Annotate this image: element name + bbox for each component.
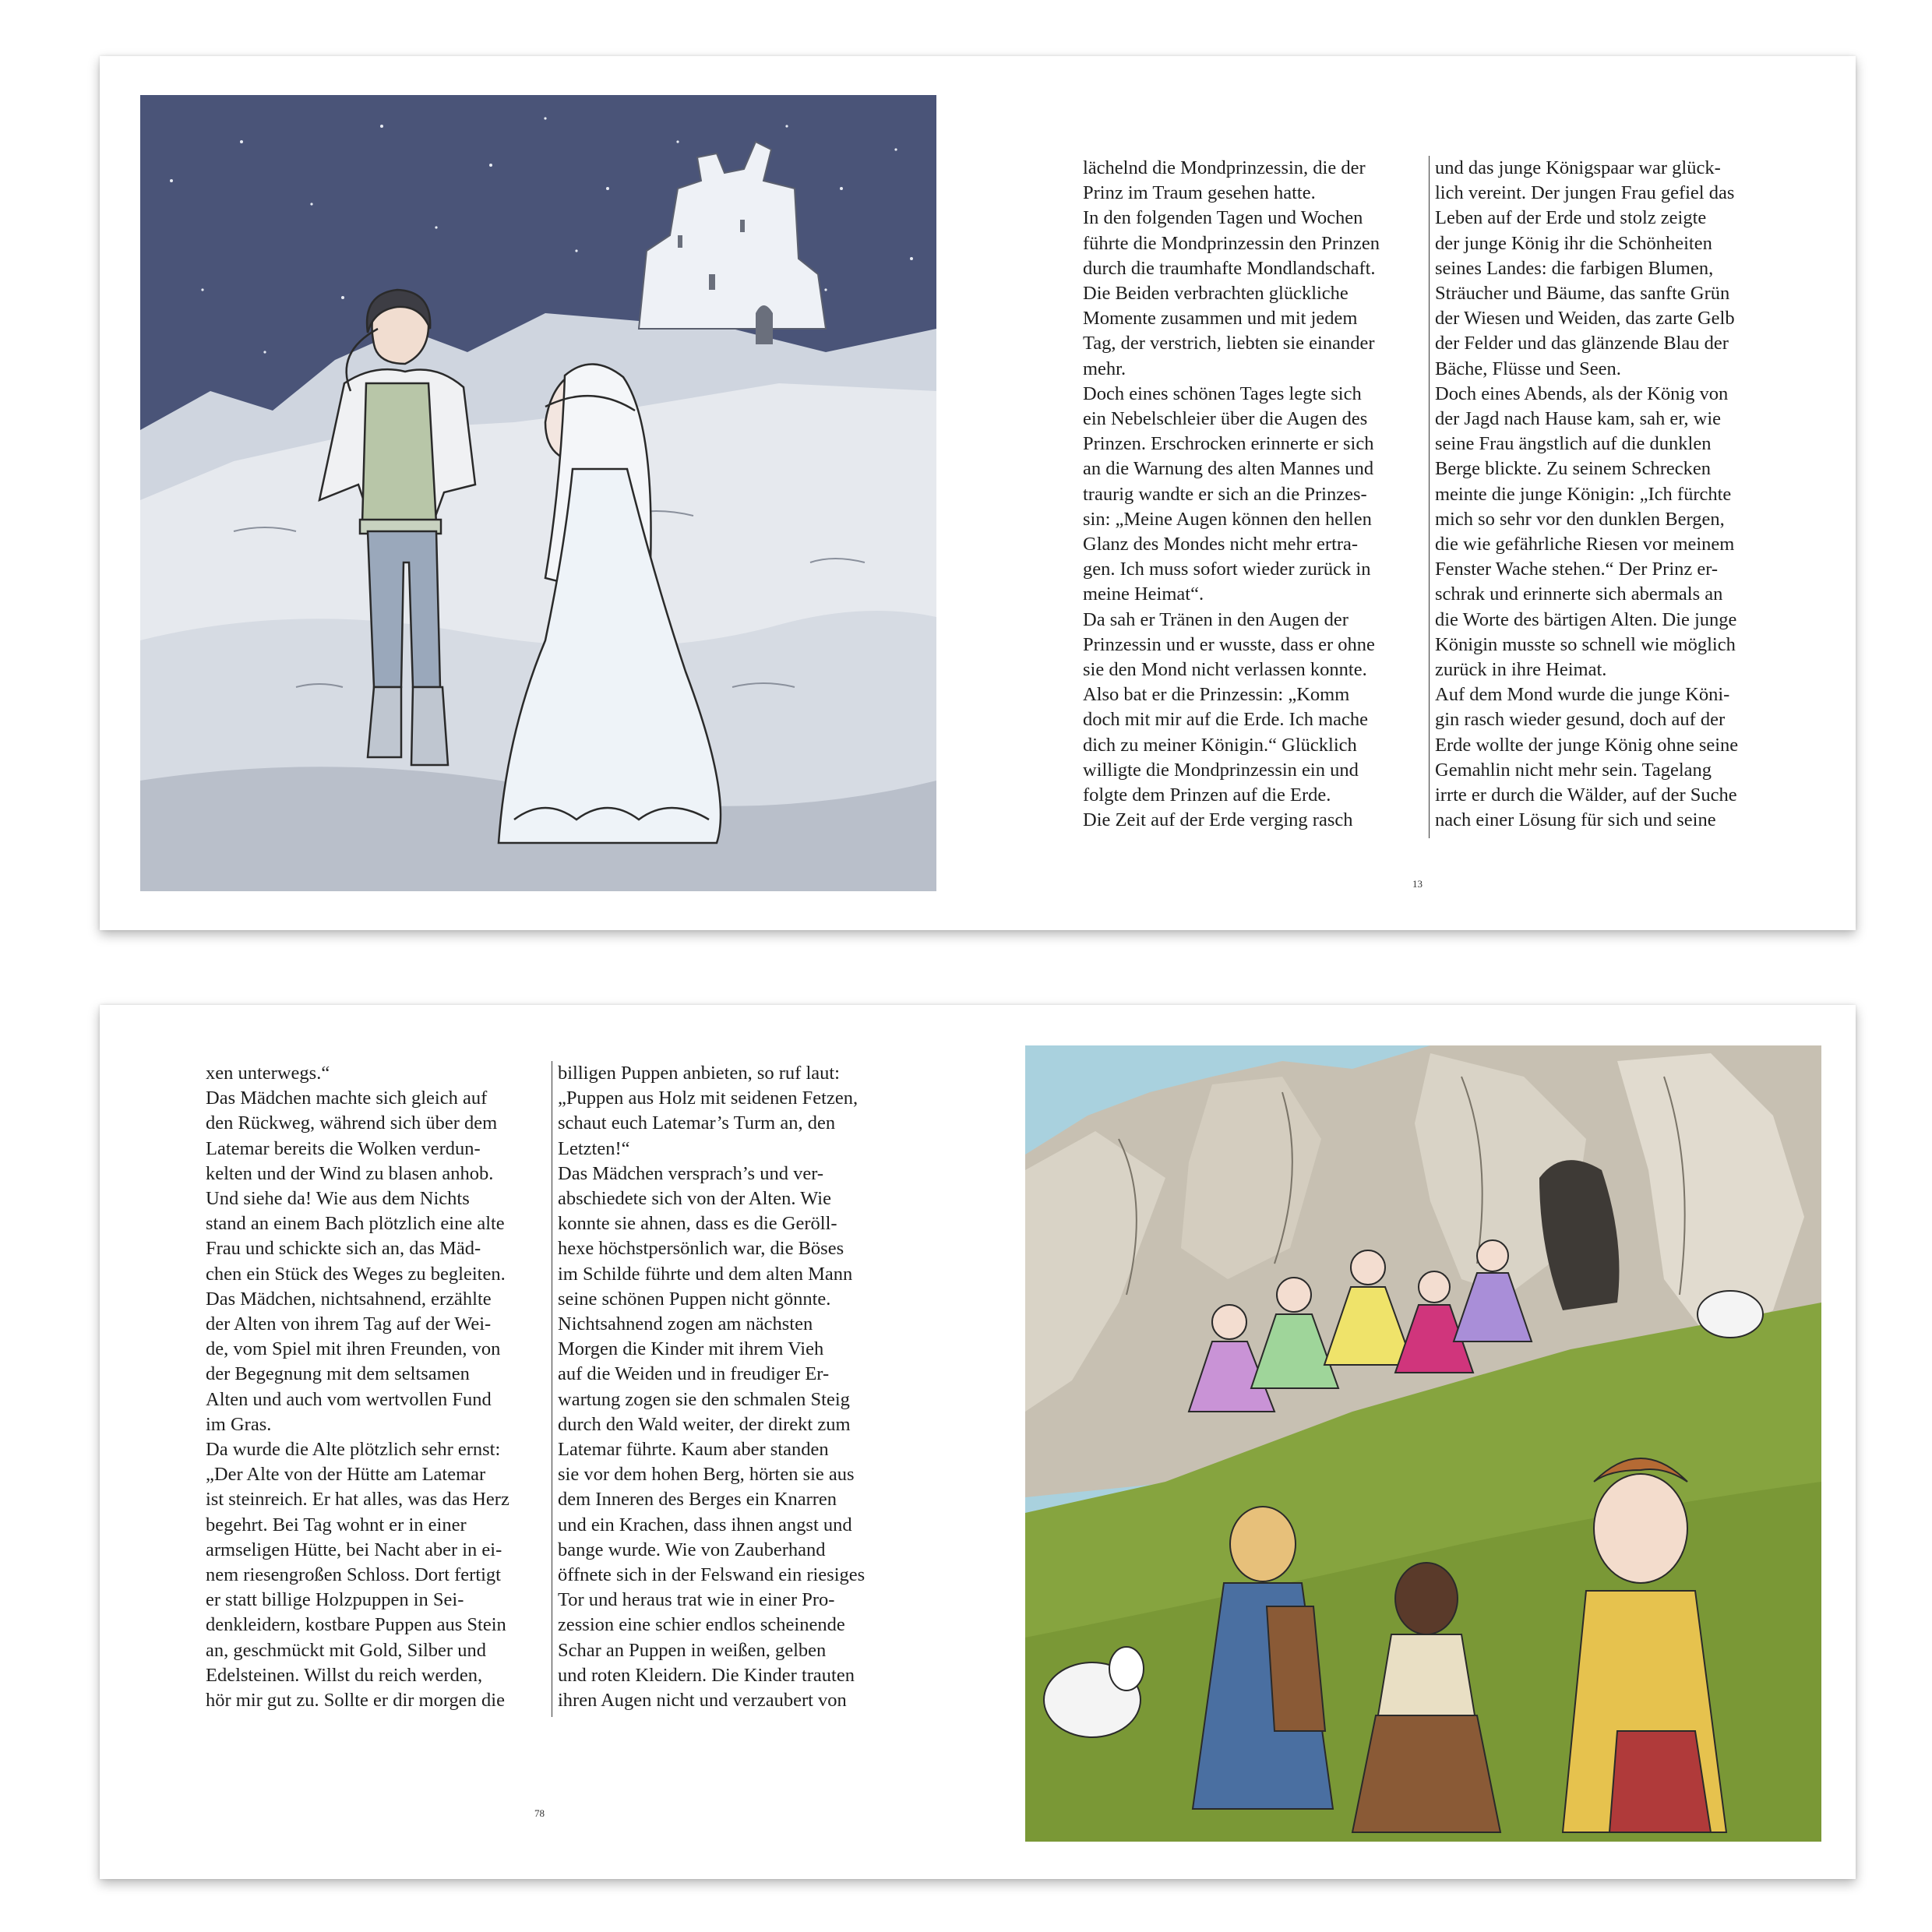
text-line: folgte dem Prinzen auf die Erde. <box>1083 784 1331 806</box>
text-line: der Alten von ihrem Tag auf der Wei- <box>206 1313 492 1335</box>
text-column-top-right <box>1435 156 1778 833</box>
book-spread-top <box>100 56 1856 930</box>
text-line: schaut euch Latemar’s Turm an, den <box>558 1112 836 1134</box>
text-line: der Jagd nach Hause kam, sah er, wie <box>1435 408 1722 430</box>
text-line: dich zu meiner Königin.“ Glücklich <box>1083 734 1357 756</box>
text-line: und ein Krachen, dass ihnen angst und <box>558 1514 852 1535</box>
text-line: ist steinreich. Er hat alles, was das Herz <box>206 1489 509 1511</box>
text-line: Frau und schickte sich an, das Mäd- <box>206 1238 481 1260</box>
text-line: gen. Ich muss sofort wieder zurück in <box>1083 559 1371 580</box>
text-line: ein Nebelschleier über die Augen des <box>1083 408 1368 430</box>
text-line: gin rasch wieder gesund, doch auf der <box>1435 709 1726 731</box>
text-line: Die Zeit auf der Erde verging rasch <box>1083 809 1353 831</box>
text-line: führte die Mondprinzessin den Prinzen <box>1083 232 1380 254</box>
text-line: Tor und heraus trat wie in einer Pro- <box>558 1589 835 1611</box>
text-line: irrte er durch die Wälder, auf der Suche <box>1435 784 1737 806</box>
text-line: zurück in ihre Heimat. <box>1435 659 1607 681</box>
text-line: „Puppen aus Holz mit seidenen Fetzen, <box>558 1088 858 1109</box>
text-line: sie den Mond nicht verlassen konnte. <box>1083 659 1367 681</box>
text-line: Berge blickte. Zu seinem Schrecken <box>1435 458 1711 480</box>
text-line: Doch eines Abends, als der König von <box>1435 383 1729 404</box>
text-line: nach einer Lösung für sich und seine <box>1435 809 1716 831</box>
text-line: Gemahlin nicht mehr sein. Tagelang <box>1435 759 1712 781</box>
text-line: im Gras. <box>206 1413 272 1435</box>
text-line: an, geschmückt mit Gold, Silber und <box>206 1639 486 1661</box>
text-line: den Rückweg, während sich über dem <box>206 1112 498 1134</box>
text-line: Doch eines schönen Tages legte sich <box>1083 383 1362 404</box>
text-line: der junge König ihr die Schönheiten <box>1435 232 1712 254</box>
page-number: 13 <box>1412 878 1423 890</box>
text-line: Morgen die Kinder mit ihrem Vieh <box>558 1338 824 1360</box>
page-number: 78 <box>534 1807 545 1819</box>
text-line: Nichtsahnend zogen am nächsten <box>558 1313 813 1335</box>
text-line: ihren Augen nicht und verzaubert von <box>558 1690 847 1712</box>
text-line: er statt billige Holzpuppen in Sei- <box>206 1589 464 1611</box>
text-line: Also bat er die Prinzessin: „Komm <box>1083 684 1350 706</box>
text-line: konnte sie ahnen, dass es die Geröll- <box>558 1213 837 1235</box>
text-line: im Schilde führte und dem alten Mann <box>558 1263 853 1285</box>
text-line: de, vom Spiel mit ihren Freunden, von <box>206 1338 501 1360</box>
text-line: der Wiesen und Weiden, das zarte Gelb <box>1435 308 1735 330</box>
text-line: Prinz im Traum gesehen hatte. <box>1083 182 1316 204</box>
text-line: Bäche, Flüsse und Seen. <box>1435 358 1621 379</box>
dolls-mountain-illustration <box>1025 1045 1821 1842</box>
text-line: auf die Weiden und in freudiger Er- <box>558 1363 830 1385</box>
text-column-top-left <box>1083 156 1426 833</box>
text-line: xen unterwegs.“ <box>206 1063 330 1084</box>
text-line: Tag, der verstrich, liebten sie einander <box>1083 333 1375 354</box>
text-line: Letzten!“ <box>558 1137 630 1159</box>
text-line: Schar an Puppen in weißen, gelben <box>558 1639 827 1661</box>
text-line: traurig wandte er sich an die Prinzes- <box>1083 483 1367 505</box>
text-line: billigen Puppen anbieten, so ruf laut: <box>558 1063 840 1084</box>
text-line: mich so sehr vor den dunklen Bergen, <box>1435 508 1725 530</box>
text-line: begehrt. Bei Tag wohnt er in einer <box>206 1514 467 1535</box>
text-line: sin: „Meine Augen können den hellen <box>1083 508 1372 530</box>
text-line: Da wurde die Alte plötzlich sehr ernst: <box>206 1439 501 1461</box>
text-line: Und siehe da! Wie aus dem Nichts <box>206 1188 470 1210</box>
text-line: die Worte des bärtigen Alten. Die junge <box>1435 608 1737 630</box>
text-line: nem riesengroßen Schloss. Dort fertigt <box>206 1564 501 1586</box>
text-line: Fenster Wache stehen.“ Der Prinz er- <box>1435 559 1719 580</box>
text-line: Das Mädchen machte sich gleich auf <box>206 1088 488 1109</box>
text-line: an die Warnung des alten Mannes und <box>1083 458 1374 480</box>
text-line: die wie gefährliche Riesen vor meinem <box>1435 534 1735 555</box>
text-line: meine Heimat“. <box>1083 583 1204 605</box>
text-line: Das Mädchen, nichtsahnend, erzählte <box>206 1288 492 1310</box>
text-line: Latemar bereits die Wolken verdun- <box>206 1137 481 1159</box>
text-line: meinte die junge Königin: „Ich fürchte <box>1435 483 1732 505</box>
text-line: hexe höchstpersönlich war, die Böses <box>558 1238 844 1260</box>
text-line: Leben auf der Erde und stolz zeigte <box>1435 207 1707 229</box>
text-line: und das junge Königspaar war glück- <box>1435 157 1721 178</box>
text-line: „Der Alte von der Hütte am Latemar <box>206 1464 486 1486</box>
text-line: dem Inneren des Berges ein Knarren <box>558 1489 837 1511</box>
text-line: armseligen Hütte, bei Nacht aber in ei- <box>206 1539 502 1560</box>
text-line: Die Beiden verbrachten glückliche <box>1083 283 1349 305</box>
text-line: Da sah er Tränen in den Augen der <box>1083 608 1349 630</box>
text-line: lich vereint. Der jungen Frau gefiel das <box>1435 182 1735 204</box>
text-line: Prinzessin und er wusste, dass er ohne <box>1083 633 1375 655</box>
text-line: öffnete sich in der Felswand ein riesiges <box>558 1564 866 1586</box>
text-line: der Felder und das glänzende Blau der <box>1435 333 1729 354</box>
text-line: der Begegnung mit dem seltsamen <box>206 1363 470 1385</box>
text-line: durch die traumhafte Mondlandschaft. <box>1083 257 1376 279</box>
text-line: denkleidern, kostbare Puppen aus Stein <box>206 1614 506 1636</box>
text-line: und roten Kleidern. Die Kinder trauten <box>558 1664 855 1686</box>
column-divider <box>1429 156 1430 838</box>
text-line: Erde wollte der junge König ohne seine <box>1435 734 1739 756</box>
text-line: Sträucher und Bäume, das sanfte Grün <box>1435 283 1730 305</box>
text-line: wartung zogen sie den schmalen Steig <box>558 1388 850 1410</box>
text-line: Edelsteinen. Willst du reich werden, <box>206 1664 483 1686</box>
text-line: zession eine schier endlos scheinende <box>558 1614 845 1636</box>
text-line: stand an einem Bach plötzlich eine alte <box>206 1213 505 1235</box>
text-line: abschiedete sich von der Alten. Wie <box>558 1188 831 1210</box>
text-line: hör mir gut zu. Sollte er dir morgen die <box>206 1690 505 1712</box>
text-line: Auf dem Mond wurde die junge Köni- <box>1435 684 1730 706</box>
text-line: bange wurde. Wie von Zauberhand <box>558 1539 826 1560</box>
text-line: Alten und auch vom wertvollen Fund <box>206 1388 492 1410</box>
text-line: sie vor dem hohen Berg, hörten sie aus <box>558 1464 855 1486</box>
text-line: kelten und der Wind zu blasen anhob. <box>206 1162 494 1184</box>
text-line: seine schönen Puppen nicht gönnte. <box>558 1288 831 1310</box>
text-line: seine Frau ängstlich auf die dunklen <box>1435 433 1712 455</box>
text-line: Glanz des Mondes nicht mehr ertra- <box>1083 534 1359 555</box>
text-line: willigte die Mondprinzessin ein und <box>1083 759 1359 781</box>
text-column-bottom-right <box>558 1061 901 1713</box>
text-line: schrak und erinnerte sich abermals an <box>1435 583 1723 605</box>
text-line: mehr. <box>1083 358 1126 379</box>
book-spread-bottom <box>100 1005 1856 1879</box>
text-line: Latemar führte. Kaum aber standen <box>558 1439 829 1461</box>
text-line: In den folgenden Tagen und Wochen <box>1083 207 1363 229</box>
text-line: doch mit mir auf die Erde. Ich mache <box>1083 709 1368 731</box>
moon-princess-illustration <box>140 95 936 891</box>
text-line: Das Mädchen versprach’s und ver- <box>558 1162 824 1184</box>
text-line: Königin musste so schnell wie möglich <box>1435 633 1736 655</box>
text-line: seines Landes: die farbigen Blumen, <box>1435 257 1714 279</box>
text-line: lächelnd die Mondprinzessin, die der <box>1083 157 1366 178</box>
text-line: durch den Wald weiter, der direkt zum <box>558 1413 851 1435</box>
text-column-bottom-left <box>206 1061 548 1713</box>
text-line: chen ein Stück des Weges zu begleiten. <box>206 1263 506 1285</box>
text-line: Prinzen. Erschrocken erinnerte er sich <box>1083 433 1374 455</box>
text-line: Momente zusammen und mit jedem <box>1083 308 1358 330</box>
